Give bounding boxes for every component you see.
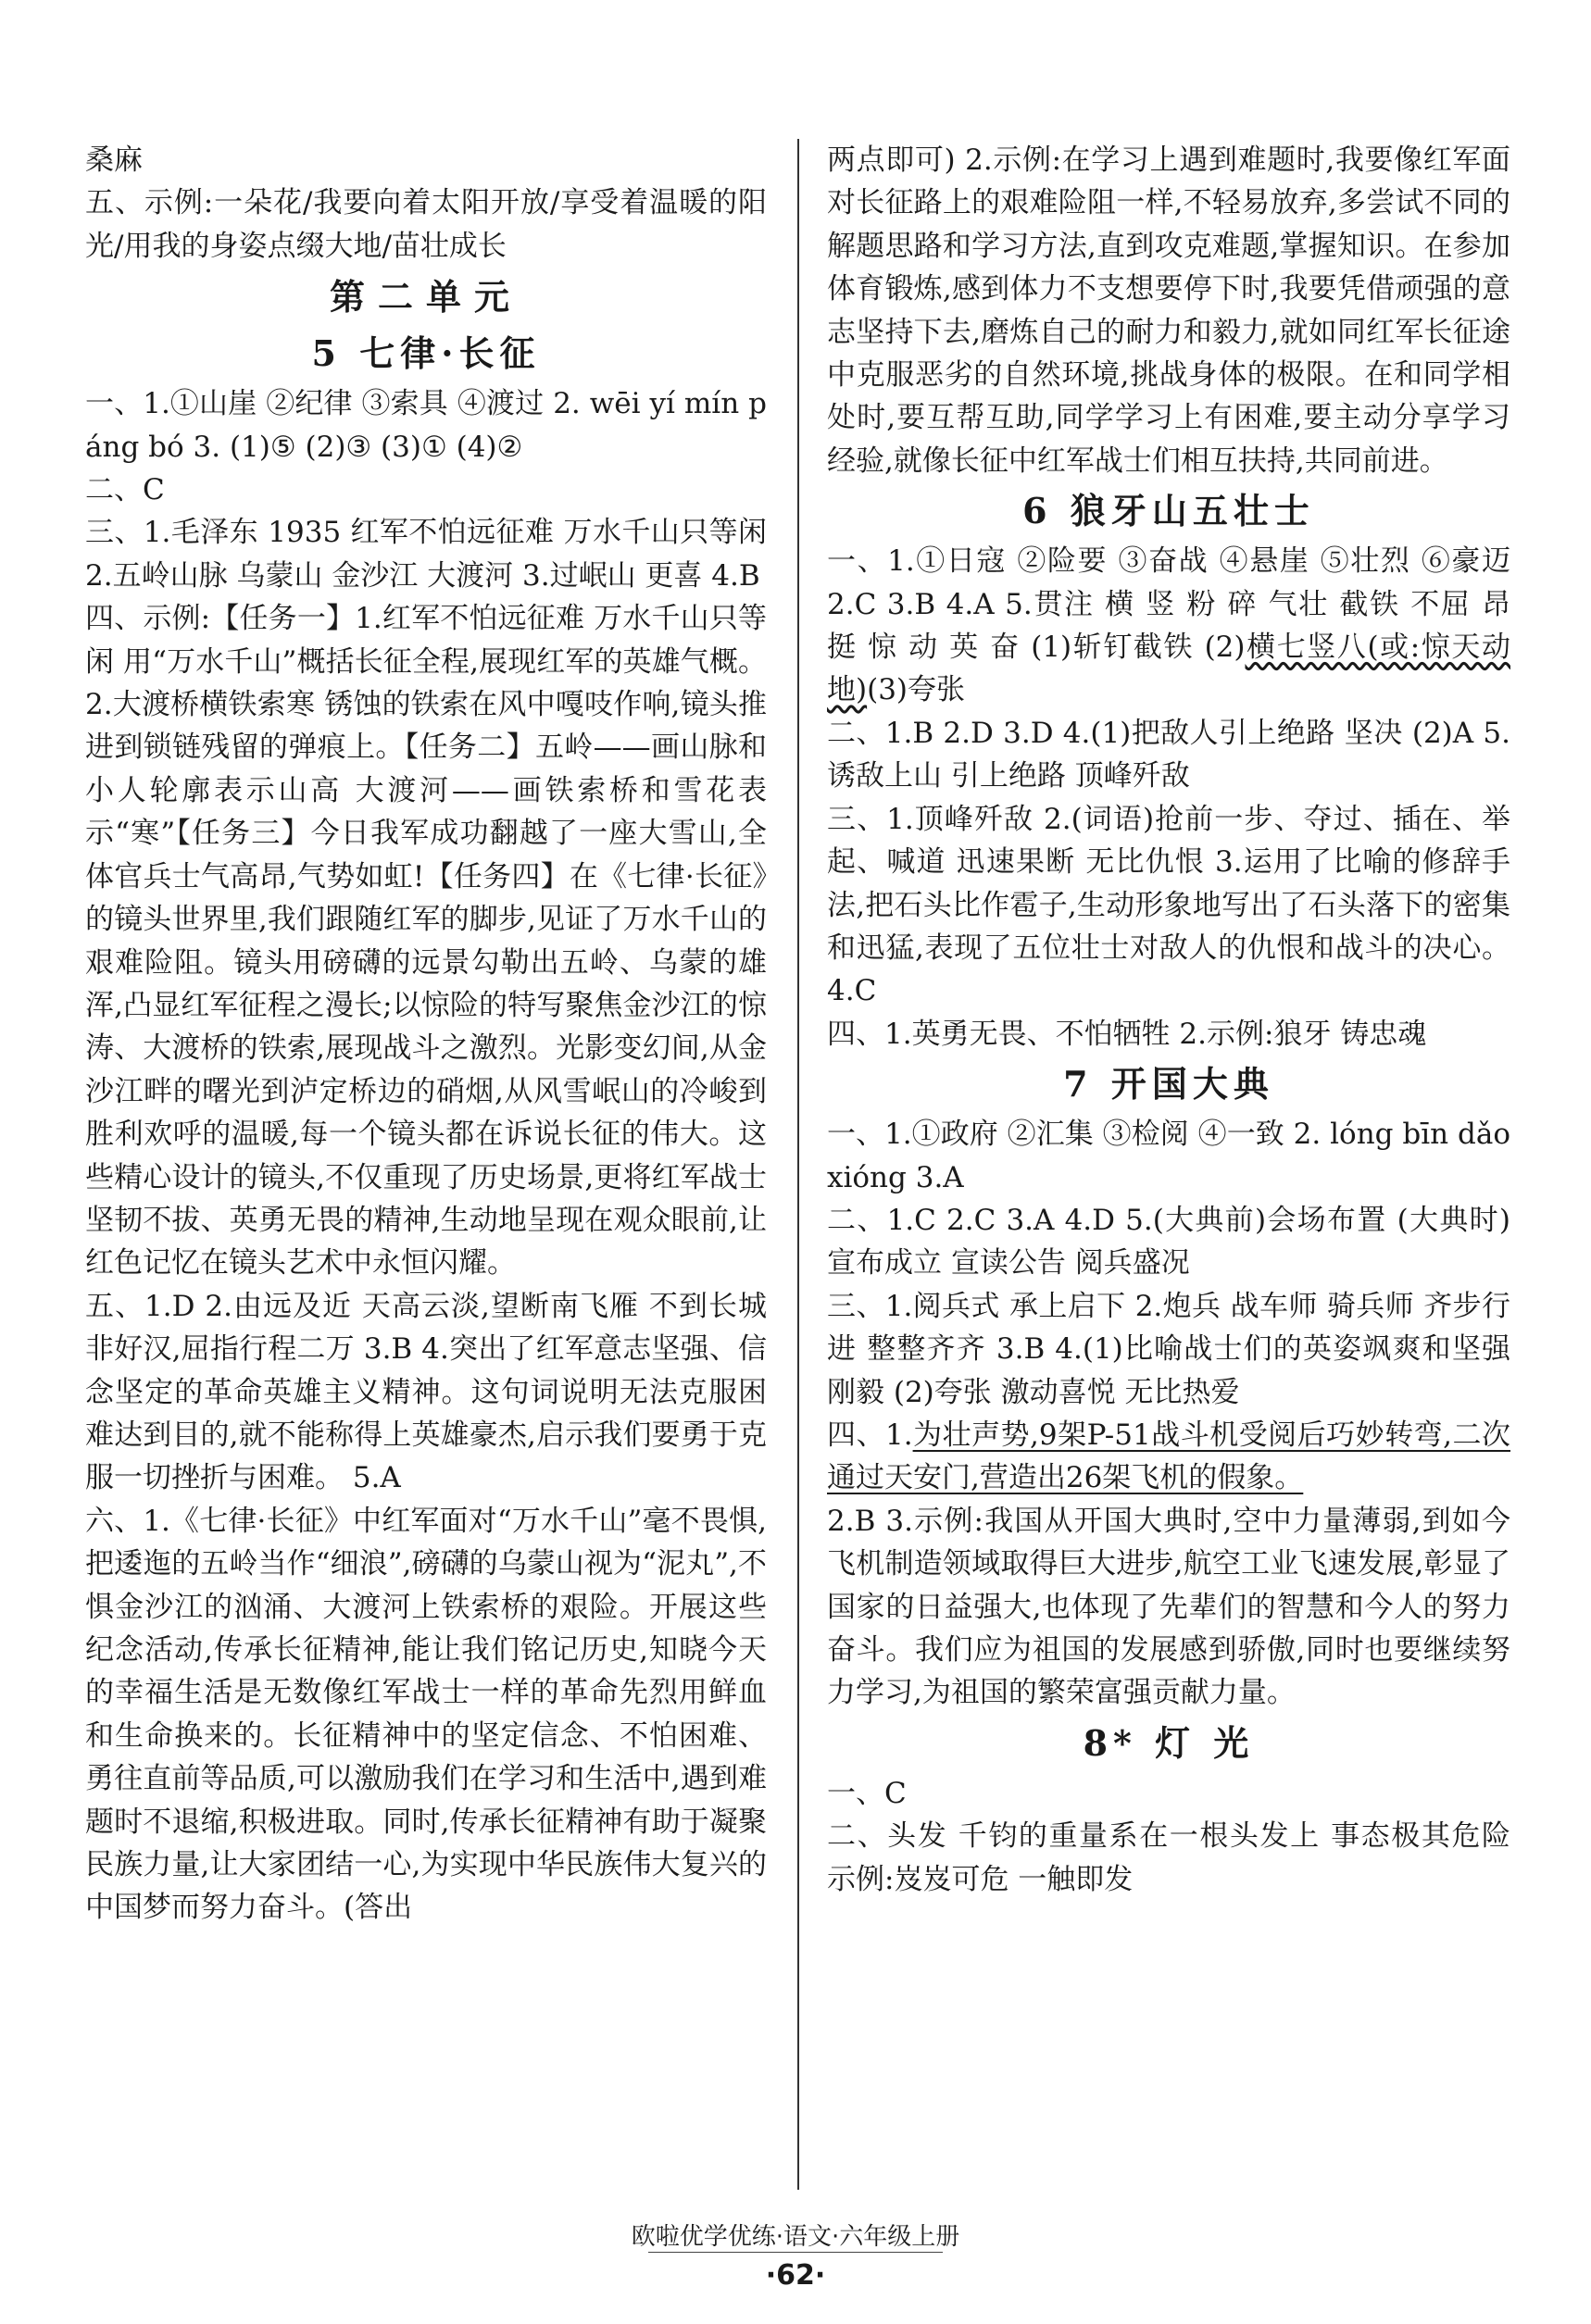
answer-section: 二、1.C 2.C 3.A 4.D 5.(大典前)会场布置 (大典时)宣布成立 宣读公告 阅兵盛况: [827, 1203, 1510, 1281]
answer-section: 二、头发 千钧的重量系在一根头发上 事态极其危险 示例:岌岌可危 一触即发: [827, 1819, 1510, 1896]
underlined-answer: 为壮声势,9架P-51战斗机受阅后巧妙转弯,二次通过天安门,营造出26架飞机的假象。: [827, 1418, 1511, 1495]
answer-section: 五、示例:一朵花/我要向着太阳开放/享受着温暖的阳光/用我的身姿点缀大地/苗壮成长: [85, 186, 767, 263]
page-number: ·62·: [765, 2259, 826, 2292]
lesson-title: 5 七律·长征: [311, 332, 541, 375]
answer-section: 二、1.B 2.D 3.D 4.(1)把敌人引上绝路 坚决 (2)A 5.诱敌上山 引上绝路 顶峰歼敌: [827, 716, 1510, 793]
answer-text: 一、1.①日寇 ②险要 ③奋战 ④悬崖 ⑤壮烈 ⑥豪迈 2.C 3.B 4.A 5.贯注 横 竖 粉 碎 气壮 截铁 不屈 昂 挺 惊 动 英 奋 (1)斩钉截铁 (2): [827, 544, 1510, 665]
answer-section: 二、C: [85, 473, 165, 507]
answer-section: [827, 1414, 1510, 1500]
answer-line: 桑麻: [85, 144, 143, 177]
lesson-title: 7 开国大典: [1063, 1063, 1274, 1106]
lesson-title: 6 狼牙山五壮士: [1022, 490, 1315, 532]
unit-title: 第二单元: [329, 276, 522, 319]
left-column: [85, 139, 767, 1930]
lesson-title: 8* 灯 光: [1083, 1721, 1255, 1764]
wavy-underlined-answer: 横七竖八(或:惊天动地): [827, 631, 1510, 707]
answer-section: 四、1.英勇无畏、不怕牺牲 2.示例:狼牙 铸忠魂: [827, 1017, 1427, 1051]
footer-book-title: 欧啦优学优练·语文·六年级上册: [631, 2223, 960, 2251]
answer-section: 六、1.《七律·长征》中红军面对“万水千山”毫不畏惧,把逶迤的五岭当作“细浪”,磅礴的乌蒙山视为“泥丸”,不惧金沙江的汹涌、大渡河上铁索桥的艰险。开展这些纪念活动,传承长征精神,能让我们铭记历史,知晓今天的幸福生活是无数像红军战士一样的革命先烈用鲜血和生命换来的。长征精神中的坚定信念、不怕困难、勇往直前等品质,可以激励我们在学习和生活中,遇到难题时不退缩,积极进取。同时,传承长征精神有助于凝聚民族力量,让大家团结一心,为实现中华民族伟大复兴的中国梦而努力奋斗。(答出: [85, 1504, 767, 1925]
answer-section: 五、1.D 2.由远及近 天高云淡,望断南飞雁 不到长城非好汉,屈指行程二万 3.B 4.突出了红军意志坚强、信念坚定的革命英雄主义精神。这句词说明无法克服困难达到目的,就不能称得上英雄豪杰,启示我们要勇于克服一切挫折与困难。 5.A: [85, 1289, 767, 1495]
answer-section: 三、1.阅兵式 承上启下 2.炮兵 战车师 骑兵师 齐步行进 整整齐齐 3.B 4.(1)比喻战士们的英姿飒爽和坚强刚毅 (2)夸张 激动喜悦 无比热爱: [827, 1289, 1510, 1409]
answer-section: 2.B 3.示例:我国从开国大典时,空中力量薄弱,到如今飞机制造领域取得巨大进步,航空工业飞速发展,彰显了国家的日益强大,也体现了先辈们的智慧和今人的努力奋斗。我们应为祖国的发展感到骄傲,同时也要继续努力学习,为祖国的繁荣富强贡献力量。: [827, 1504, 1510, 1710]
answer-section: 一、1.①山崖 ②纪律 ③索具 ④渡过 2. wēi yí mín páng bó 3. (1)⑤ (2)③ (3)① (4)②: [85, 387, 767, 464]
answer-section: 一、1.①政府 ②汇集 ③检阅 ④一致 2. lóng bīn dǎo xióng 3.A: [827, 1118, 1510, 1194]
column-divider: [797, 139, 799, 2190]
answer-text: (3)夸张: [867, 673, 966, 707]
answer-section: 三、1.毛泽东 1935 红军不怕远征难 万水千山只等闲 2.五岭山脉 乌蒙山 金沙江 大渡河 3.过岷山 更喜 4.B: [85, 516, 767, 593]
answer-section: 两点即可) 2.示例:在学习上遇到难题时,我要像红军面对长征路上的艰难险阻一样,不轻易放弃,多尝试不同的解题思路和学习方法,直到攻克难题,掌握知识。在参加体育锻炼,感到体力不支想要停下时,我要凭借顽强的意志坚持下去,磨炼自己的耐力和毅力,就如同红军长征途中克服恶劣的自然环境,挑战身体的极限。在和同学相处时,要互帮互助,同学学习上有困难,要主动分享学习经验,就像长征中红军战士们相互扶持,共同前进。: [827, 144, 1510, 478]
answer-section: 四、示例:【任务一】1.红军不怕远征难 万水千山只等闲 用“万水千山”概括长征全程,展现红军的英雄气概。 2.大渡桥横铁索寒 锈蚀的铁索在风中嘎吱作响,镜头推进到锁链残留的弹痕上。【任务二】五岭——画山脉和小人轮廓表示山高 大渡河——画铁索桥和雪花表示“寒”【任务三】今日我军成功翻越了一座大雪山,全体官兵士气高昂,气势如虹!【任务四】在《七律·长征》的镜头世界里,我们跟随红军的脚步,见证了万水千山的艰难险阻。镜头用磅礴的远景勾勒出五岭、乌蒙的雄浑,凸显红军征程之漫长;以惊险的特写聚焦金沙江的惊涛、大渡桥的铁索,展现战斗之激烈。光影变幻间,从金沙江畔的曙光到泸定桥边的硝烟,从风雪岷山的冷峻到胜利欢呼的温暖,每一个镜头都在诉说长征的伟大。这些精心设计的镜头,不仅重现了历史场景,更将红军战士坚韧不拔、英勇无畏的精神,生动地呈现在观众眼前,让红色记忆在镜头艺术中永恒闪耀。: [85, 602, 767, 1281]
footer-rule: [648, 2252, 943, 2253]
answer-section: [827, 540, 1510, 712]
answer-text: 四、1.: [827, 1418, 913, 1452]
right-column: [827, 139, 1510, 1901]
answer-section: 一、C: [827, 1776, 907, 1810]
answer-section: 三、1.顶峰歼敌 2.(词语)抢前一步、夺过、插在、举起、喊道 迅速果断 无比仇恨 3.运用了比喻的修辞手法,把石头比作雹子,生动形象地写出了石头落下的密集和迅猛,表现了五位壮士对敌人的仇恨和战斗的决心。 4.C: [827, 802, 1510, 1008]
